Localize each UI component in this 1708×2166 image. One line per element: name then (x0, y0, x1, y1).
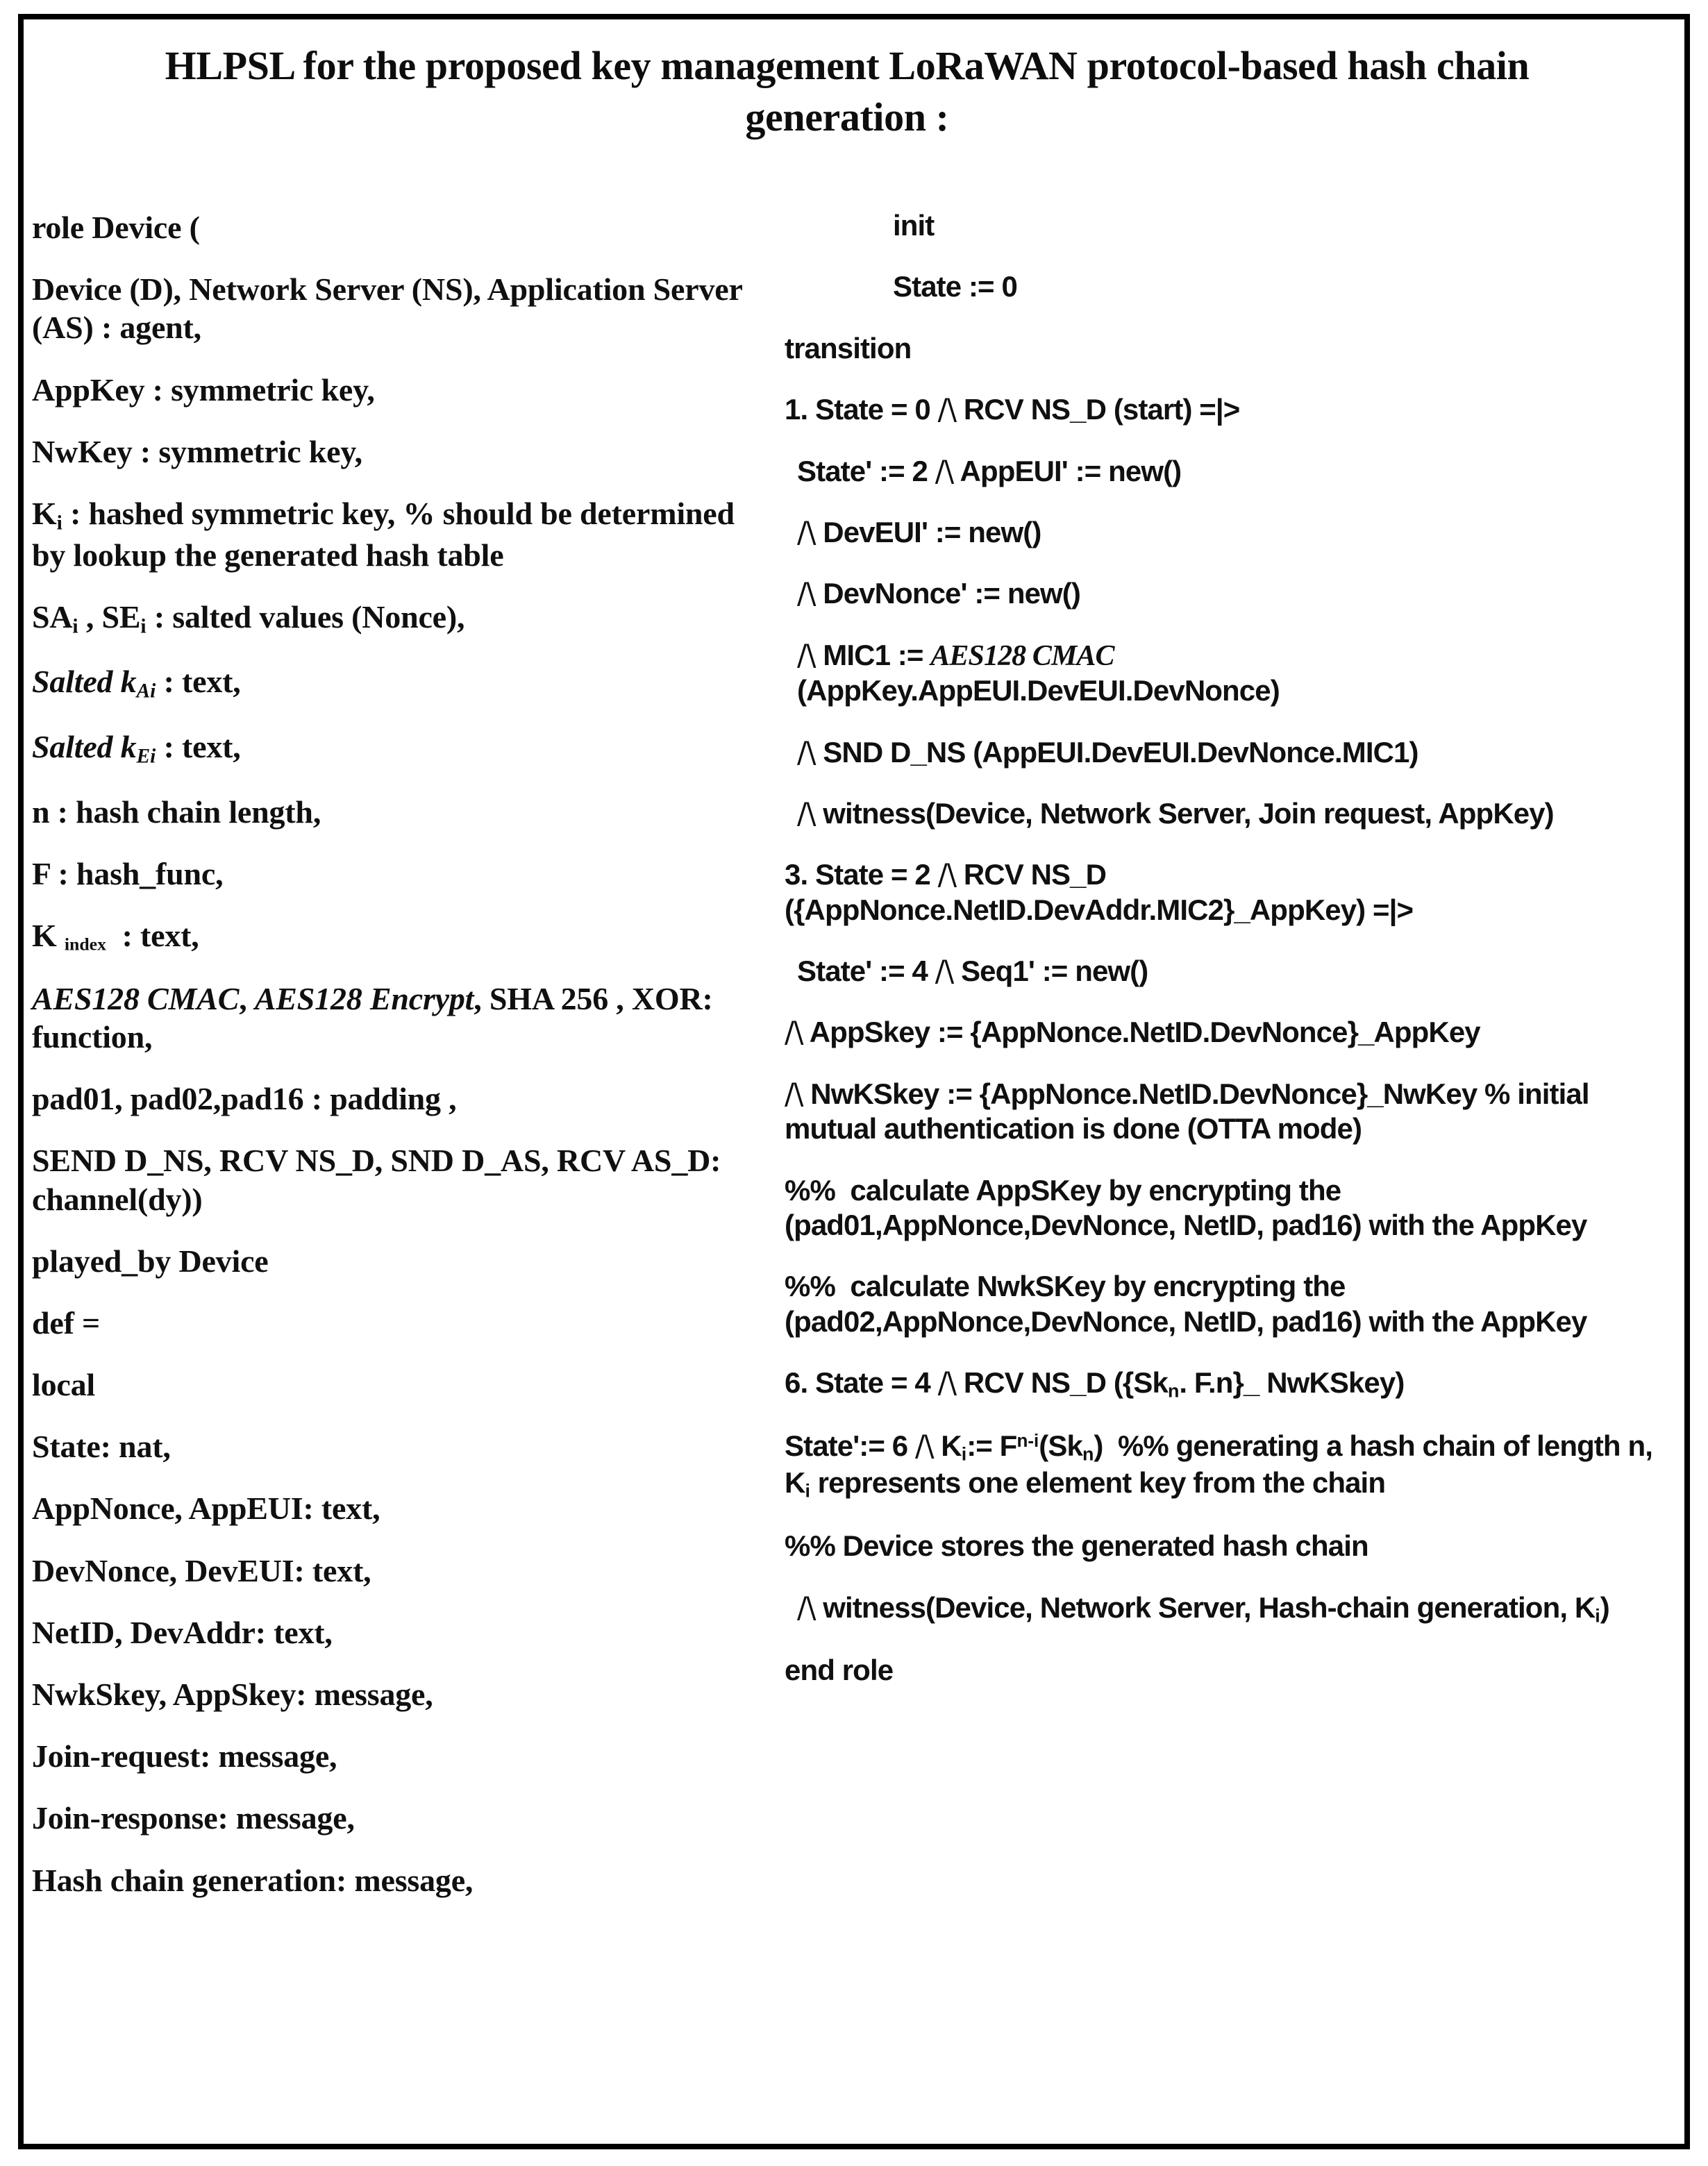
right-line-step1 (785, 392, 1680, 427)
left-line-channels (32, 1141, 771, 1218)
text: def = (32, 1304, 101, 1341)
text: NetID, DevAddr: text, (32, 1614, 333, 1650)
and-operator: /\ (797, 796, 816, 830)
left-line-salted-values (32, 598, 771, 639)
text: K (933, 1429, 962, 1463)
and-operator: /\ (935, 954, 954, 989)
text: ) (1600, 1590, 1609, 1624)
left-line-appnonce (32, 1489, 771, 1527)
right-line-state6-hashchain (785, 1429, 1680, 1502)
text: State := 0 (893, 270, 1017, 303)
text: State':= 6 (785, 1429, 916, 1463)
text: , SE (78, 598, 141, 635)
text: witness(Device, Network Server, Hash-chain generation, K (815, 1590, 1596, 1624)
text: DevNonce, DevEUI: text, (32, 1552, 371, 1588)
text-italic: Salted k (32, 729, 137, 765)
text: Hash chain generation: message, (32, 1862, 474, 1898)
text: 3. State = 2 (785, 858, 938, 891)
text: (Sk (1039, 1429, 1082, 1463)
subscript: i (72, 615, 78, 638)
and-operator: /\ (937, 857, 957, 892)
left-line-k-index (32, 916, 771, 956)
subscript: i (961, 1443, 967, 1465)
text: AppEUI' := new() (953, 454, 1182, 487)
text: RCV NS_D (start) =|> (956, 393, 1240, 426)
right-line-mic1 (785, 638, 1680, 709)
right-line-transition (785, 331, 1680, 366)
text: represents one element key from the chain (810, 1466, 1386, 1500)
left-line-padding (32, 1080, 771, 1118)
text: end role (785, 1654, 894, 1687)
subscript: index (64, 934, 106, 955)
left-line-hash-func (32, 855, 771, 893)
right-line-witness-join-request (785, 796, 1680, 831)
right-line-comment-device-stores (785, 1529, 1680, 1563)
text: K (32, 918, 65, 954)
text: AppSkey := {AppNonce.NetID.DevNonce}_AppKey (803, 1016, 1480, 1049)
left-line-devnonce (32, 1552, 771, 1590)
and-operator: /\ (785, 1076, 803, 1111)
text: SND D_NS (AppEUI.DevEUI.DevNonce.MIC1) (815, 735, 1418, 769)
left-line-join-response (32, 1799, 771, 1837)
text: K (32, 495, 57, 531)
and-operator: /\ (937, 392, 957, 427)
text: %% calculate AppSKey by encrypting the (785, 1173, 1341, 1207)
right-line-state2-appeui (785, 454, 1680, 489)
right-line-snd-dns (785, 735, 1680, 770)
text: F : hash_func, (32, 856, 224, 891)
and-operator: /\ (937, 1366, 957, 1400)
left-line-salted-ke (32, 728, 771, 769)
and-operator: /\ (797, 734, 816, 769)
text: SEND D_NS, RCV NS_D, SND D_AS, RCV AS_D: channel(dy)) (32, 1143, 729, 1217)
text: 1. State = 0 (785, 393, 938, 426)
text: : text, (156, 729, 241, 765)
text: DevNonce' := new() (815, 577, 1080, 610)
text: , (239, 980, 255, 1016)
left-line-appkey (32, 371, 771, 409)
text-italic: AES128 CMAC (930, 639, 1114, 672)
text: ) %% generating a hash chain of length n, K (785, 1429, 1660, 1500)
text: Seq1' := new() (953, 955, 1148, 988)
left-line-session-keys (32, 1675, 771, 1713)
text: SA (32, 598, 73, 635)
subscript: i (805, 1480, 810, 1502)
and-operator: /\ (797, 514, 816, 549)
subscript: i (140, 615, 146, 638)
text: RCV NS_D (956, 858, 1107, 891)
and-operator: /\ (797, 637, 816, 672)
right-line-step6 (785, 1366, 1680, 1402)
text: init (893, 209, 935, 242)
text: n : hash chain length, (32, 794, 321, 830)
left-line-hash-chain-generation (32, 1861, 771, 1899)
right-line-init (785, 208, 1680, 243)
left-line-nwkey (32, 433, 771, 471)
text: : text, (156, 664, 241, 700)
text: (pad02,AppNonce,DevNonce, NetID, pad16) with the AppKey (785, 1304, 1587, 1338)
left-line-local (32, 1366, 771, 1404)
text: NwkSkey, AppSkey: message, (32, 1677, 433, 1712)
right-line-state4-seq1 (785, 954, 1680, 989)
text: DevEUI' := new() (815, 515, 1041, 548)
right-column (771, 208, 1680, 1715)
left-line-state-nat (32, 1427, 771, 1466)
text: Join-request: message, (32, 1738, 337, 1774)
subscript: n (1167, 1380, 1180, 1402)
text: Device (D), Network Server (NS), Application Server (AS) : agent, (32, 271, 751, 346)
and-operator: /\ (785, 1015, 803, 1050)
text: State: nat, (32, 1429, 171, 1465)
text: local (32, 1367, 95, 1403)
and-operator: /\ (797, 576, 816, 611)
text: := F (966, 1429, 1017, 1463)
subscript: Ai (136, 680, 156, 703)
right-line-witness-hash-chain (785, 1590, 1680, 1627)
right-line-state-init (785, 269, 1680, 304)
and-operator: /\ (797, 1590, 816, 1624)
left-line-role-device (32, 208, 771, 246)
left-line-hash-chain-length (32, 793, 771, 831)
text: State' := 2 (797, 454, 935, 487)
text: (AppKey.AppEUI.DevEUI.DevNonce) (797, 674, 1280, 707)
left-line-ki-hashed-key (32, 494, 771, 574)
text: . F.n}_ NwKSkey) (1179, 1366, 1405, 1400)
right-line-deveui-new (785, 515, 1680, 550)
text: transition (785, 331, 912, 364)
left-line-played-by (32, 1242, 771, 1280)
text-italic: AES128 CMAC (32, 980, 240, 1016)
text: role Device ( (32, 210, 200, 245)
right-line-nwkskey (785, 1077, 1680, 1147)
subscript: n (1082, 1443, 1094, 1465)
text: MIC1 := (815, 638, 931, 671)
right-line-devnonce-new (785, 576, 1680, 611)
left-line-agents (32, 270, 771, 346)
text: , SHA 256 , XOR: function, (32, 980, 721, 1055)
right-line-comment-appskey (785, 1173, 1680, 1243)
left-line-salted-ka (32, 662, 771, 704)
right-line-appskey (785, 1015, 1680, 1050)
left-line-crypto-functions (32, 980, 771, 1056)
text: : hashed symmetric key, % should be determined by lookup the generated hash table (32, 495, 743, 573)
text: : salted values (Nonce), (146, 598, 465, 635)
text-italic: Salted k (32, 664, 137, 700)
text: AppKey : symmetric key, (32, 371, 375, 408)
text: NwKey : symmetric key, (32, 433, 362, 469)
left-line-netid (32, 1613, 771, 1652)
right-line-comment-nwkskey (785, 1269, 1680, 1339)
text: witness(Device, Network Server, Join request, AppKey) (815, 796, 1554, 830)
left-line-join-request (32, 1737, 771, 1775)
text: ({AppNonce.NetID.DevAddr.MIC2}_AppKey) =|> (785, 893, 1414, 926)
text: played_by Device (32, 1243, 269, 1279)
text: RCV NS_D ({Sk (956, 1366, 1168, 1400)
text: NwKSkey := {AppNonce.NetID.DevNonce}_NwKey % initial mutual authentication is done (OTTA mode) (785, 1077, 1597, 1145)
right-line-step3 (785, 857, 1680, 927)
page-title: HLPSL for the proposed key management LoRaWAN protocol-based hash chain generation : (165, 43, 1530, 140)
text: pad01, pad02,pad16 : padding , (32, 1081, 457, 1117)
text: State' := 4 (797, 955, 935, 988)
subscript: i (1595, 1605, 1600, 1627)
text: AppNonce, AppEUI: text, (32, 1491, 380, 1527)
and-operator: /\ (935, 453, 954, 488)
two-column-body (0, 208, 1708, 1923)
left-line-def (32, 1304, 771, 1342)
right-line-end-role (785, 1653, 1680, 1688)
text: (pad01,AppNonce,DevNonce, NetID, pad16) with the AppKey (785, 1209, 1587, 1242)
and-operator: /\ (915, 1429, 934, 1463)
text-italic: AES128 Encrypt (254, 980, 474, 1016)
subscript: Ei (136, 745, 156, 768)
superscript: n-i (1016, 1430, 1039, 1452)
text: 6. State = 4 (785, 1366, 938, 1400)
text: %% Device stores the generated hash chain (785, 1529, 1368, 1563)
left-column (0, 208, 771, 1923)
text: Join-response: message, (32, 1800, 355, 1836)
subscript: i (56, 512, 62, 535)
text: %% calculate NwkSKey by encrypting the (785, 1270, 1346, 1303)
text: : text, (106, 918, 199, 954)
